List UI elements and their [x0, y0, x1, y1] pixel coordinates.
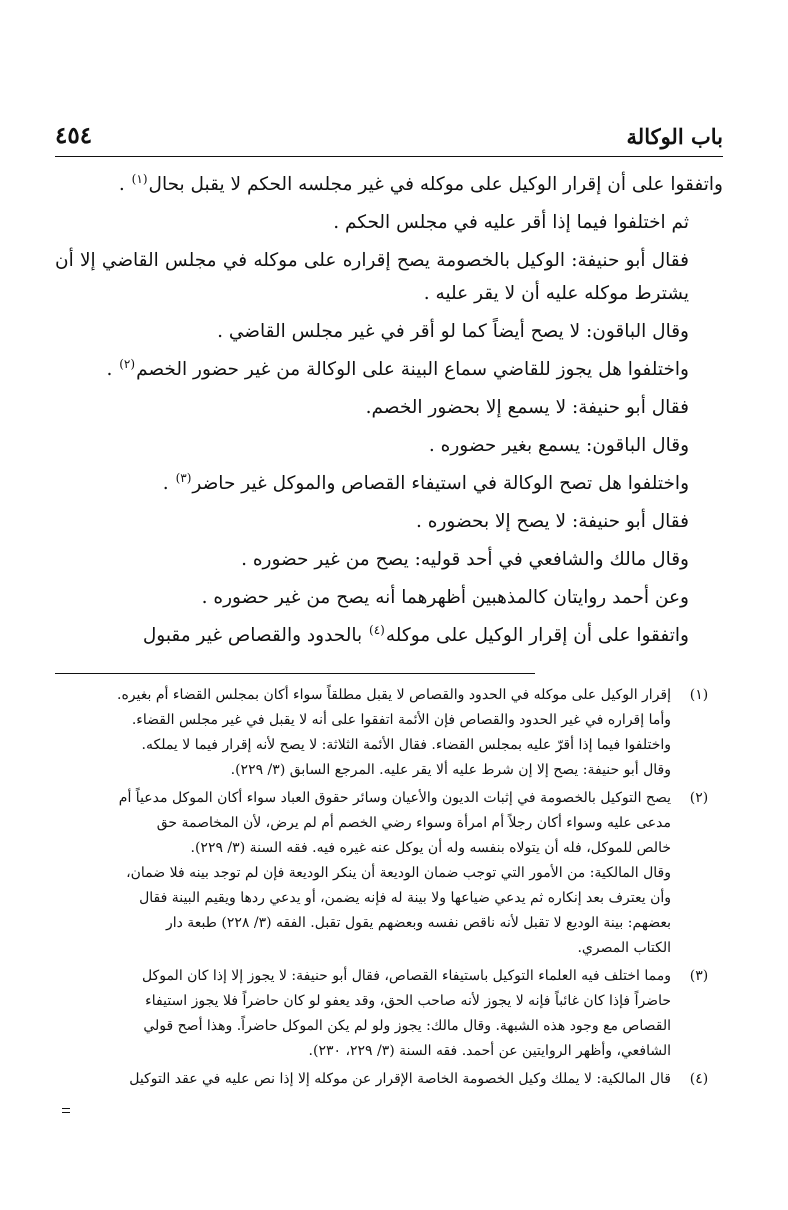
paragraph-text: .: [118, 174, 131, 195]
footnote-reference: (٤): [369, 622, 385, 637]
chapter-title: باب الوكالة: [626, 124, 723, 149]
footnote: [55, 786, 723, 961]
main-text: [55, 168, 723, 657]
footnote-line: بعضهم: بينة الوديع لا تقبل لأنه ناقص نفسه وبعضهم يقول تقبل. الفقه (٣/ ٢٢٨) طبعة دار: [165, 915, 671, 931]
paragraph-text: وقال الباقون: لا يصح أيضاً كما لو أقر في غير مجلس القاضي .: [217, 321, 689, 342]
page-number: ٤٥٤: [55, 122, 93, 149]
paragraph-text: بالحدود والقصاص غير مقبول: [142, 625, 369, 646]
footnote-number: (١): [689, 687, 709, 703]
paragraph-text: .: [162, 473, 175, 494]
footnote-line: قال المالكية: لا يملك وكيل الخصومة الخاصة الإقرار عن موكله إلا إذا نص عليه في عقد التوكيل: [129, 1071, 671, 1087]
paragraph-text: فقال أبو حنيفة: الوكيل بالخصومة يصح إقراره على موكله في مجلس القاضي إلا أن يشترط موكله عليه أن لا يقر عليه .: [55, 250, 689, 304]
paragraph: [55, 543, 723, 576]
paragraph: [55, 244, 723, 310]
paragraph-text: واختلفوا هل تصح الوكالة في استيفاء القصاص والموكل غير حاضر: [192, 473, 689, 494]
paragraph-text: واتفقوا على أن إقرار الوكيل على موكله: [385, 625, 689, 646]
header-rule: [55, 156, 723, 157]
paragraph-text: وقال مالك والشافعي في أحد قوليه: يصح من غير حضوره .: [241, 549, 689, 570]
footnote-number: (٣): [689, 968, 709, 984]
footnote-reference: (١): [131, 171, 148, 186]
footnote-line: وقال أبو حنيفة: يصح إلا إن شرط عليه ألا يقر عليه. المرجع السابق (٣/ ٢٢٩).: [230, 762, 671, 778]
footnote: [55, 964, 723, 1064]
footnote-line: إقرار الوكيل على موكله في الحدود والقصاص لا يقبل مطلقاً سواء أكان بمجلس القضاء أم بغيره.: [117, 687, 671, 703]
footnote-separator: [55, 673, 535, 674]
paragraph: [55, 505, 723, 538]
footnote: [55, 683, 723, 783]
footnote-line: وقال المالكية: من الأمور التي توجب ضمان الوديعة أن ينكر الوديعة فإن لم توجد بينه فلا ضمان،: [126, 865, 671, 881]
footnote-line: وأن يعترف بعد إنكاره ثم يدعي ضياعها ولا بينة له فإنه يضمن، أو يدعي ردها ويقيم البينة فقال: [139, 890, 671, 906]
paragraph-text: .: [106, 359, 119, 380]
footnote: [55, 1067, 723, 1092]
paragraph: [55, 206, 723, 239]
footnote-line: حاضراً فإذا كان غائباً فإنه لا يجوز لأنه صاحب الحق، وقد يعفو لو كان حاضراً فلا يجوز استيفاء: [145, 993, 671, 1009]
edge-mark: [62, 1108, 70, 1116]
paragraph-text: وقال الباقون: يسمع بغير حضوره .: [428, 435, 689, 456]
footnote-line: مدعى عليه وسواء أكان رجلاً أم امرأة وسواء رضي الخصم أم لم يرض، لأن المخاصمة حق: [156, 815, 671, 831]
paragraph: [55, 581, 723, 614]
paragraph: [55, 429, 723, 462]
footnote-reference: (٣): [175, 470, 192, 485]
paragraph-text: واختلفوا هل يجوز للقاضي سماع البينة على الوكالة من غير حضور الخصم: [136, 359, 689, 380]
paragraph-text: وعن أحمد روايتان كالمذهبين أظهرهما أنه يصح من غير حضوره .: [201, 587, 689, 608]
footnote-line: القصاص مع وجود هذه الشبهة. وقال مالك: يجوز ولو لم يكن الموكل حاضراً. وهذا أصح قولي: [143, 1018, 671, 1034]
book-page: [55, 120, 723, 1120]
footnote-line: ومما اختلف فيه العلماء التوكيل باستيفاء القصاص، فقال أبو حنيفة: لا يجوز إلا إذا كان الموكل: [141, 968, 671, 984]
footnote-number: (٤): [689, 1071, 709, 1087]
footnote-reference: (٢): [119, 356, 136, 371]
paragraph-text: فقال أبو حنيفة: لا يصح إلا بحضوره .: [416, 511, 689, 532]
paragraph: [55, 619, 723, 652]
footnote-line: الكتاب المصري.: [577, 940, 671, 956]
paragraph: [55, 353, 723, 386]
paragraph: [55, 467, 723, 500]
paragraph: [55, 168, 723, 201]
footnote-line: خالص للموكل، فله أن يتولاه بنفسه وله أن يوكل عنه غيره فيه. فقه السنة (٣/ ٢٢٩).: [190, 840, 671, 856]
paragraph-text: فقال أبو حنيفة: لا يسمع إلا بحضور الخصم.: [365, 397, 689, 418]
paragraph-text: واتفقوا على أن إقرار الوكيل على موكله في غير مجلسه الحكم لا يقبل بحال: [148, 174, 723, 195]
footnote-line: يصح التوكيل بالخصومة في إثبات الديون والأعيان وسائر حقوق العباد سواء أكان الموكل مدعياً أم: [118, 790, 671, 806]
footnote-number: (٢): [689, 790, 709, 806]
paragraph-text: ثم اختلفوا فيما إذا أقر عليه في مجلس الحكم .: [333, 212, 689, 233]
paragraph: [55, 315, 723, 348]
footnote-line: الشافعي، وأظهر الروايتين عن أحمد. فقه السنة (٣/ ٢٢٩، ٢٣٠).: [308, 1043, 671, 1059]
page-header: [55, 120, 723, 156]
paragraph: [55, 391, 723, 424]
footnote-line: وأما إقراره في غير الحدود والقصاص فإن الأئمة اتفقوا على أنه لا يقبل في غير مجلس القضاء.: [131, 712, 671, 728]
footnotes: [55, 683, 723, 1095]
footnote-line: واختلفوا فيما إذا أقرّ عليه بمجلس القضاء. فقال الأئمة الثلاثة: لا يصح لأنه إقرار فيما لا يملكه.: [141, 737, 671, 753]
